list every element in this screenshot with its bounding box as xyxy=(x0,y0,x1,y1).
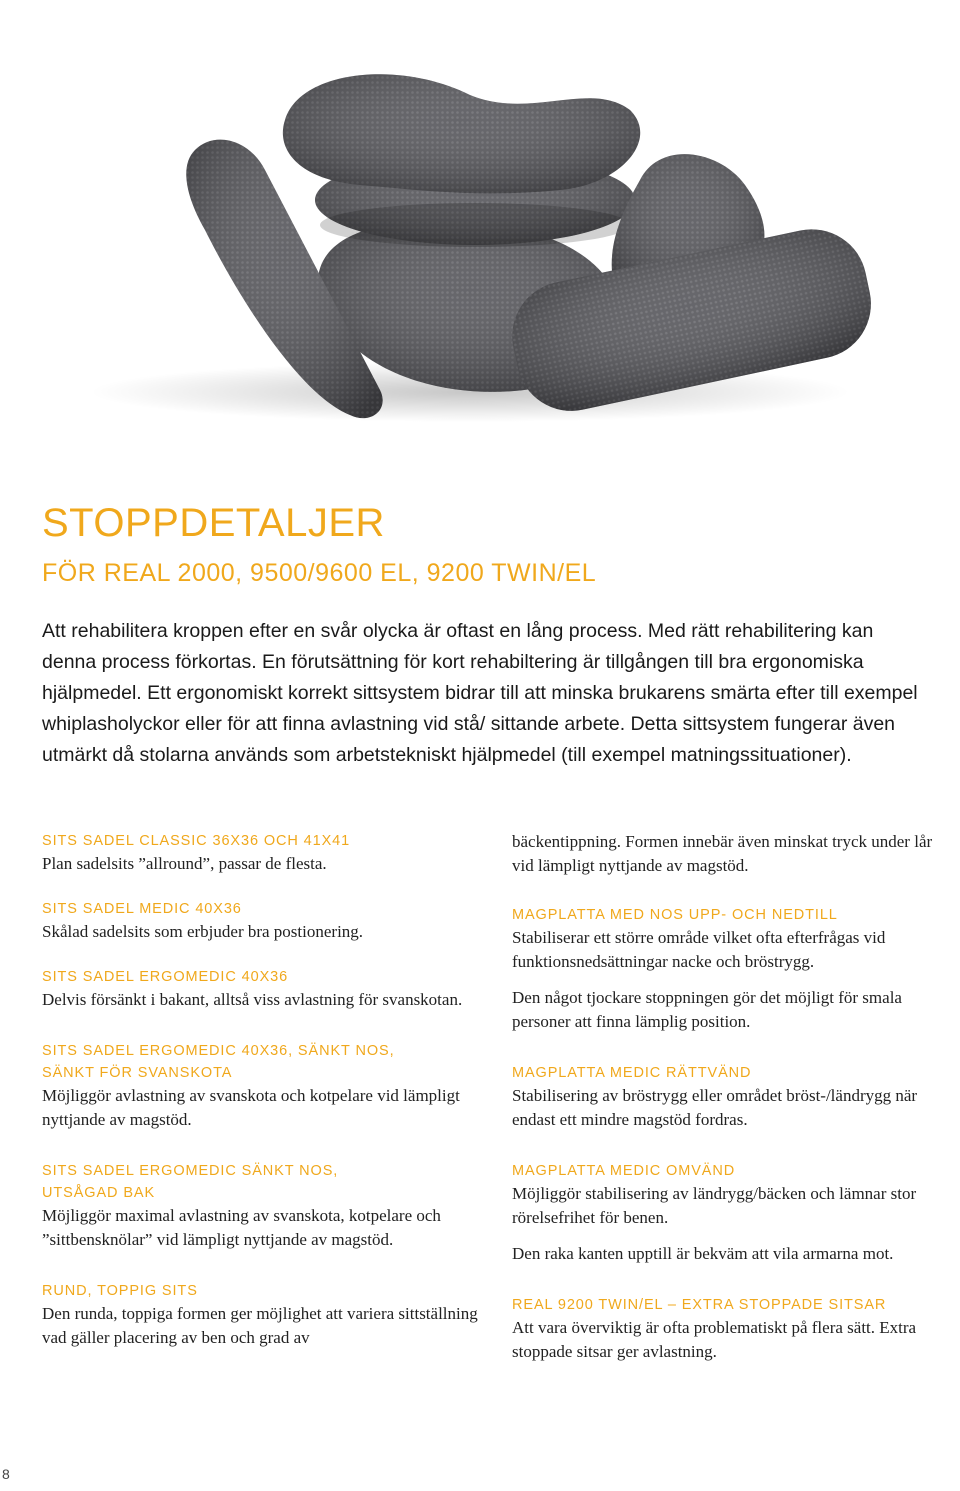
right-column xyxy=(512,830,952,1364)
product-description: Möjliggör avlastning av svanskota och kotpelare vid lämpligt nyttjande av magstöd. xyxy=(42,1086,460,1129)
product-heading: SITS SADEL ERGOMEDIC 40X36, SÄNKT NOS, SÄNKT FÖR SVANSKOTA xyxy=(42,1043,395,1081)
product-item xyxy=(42,966,482,1012)
product-description: Möjliggör stabilisering av ländrygg/bäcken och lämnar stor rörelsefrihet för benen. xyxy=(512,1184,917,1227)
product-heading: SITS SADEL ERGOMEDIC 40X36 xyxy=(42,969,289,985)
page-subtitle: FÖR REAL 2000, 9500/9600 EL, 9200 TWIN/EL xyxy=(42,559,597,587)
continued-description: bäckentippning. Formen innebär även minskat tryck under lår vid lämpligt nyttjande av magstöd. xyxy=(512,832,933,875)
product-description: Stabilisering av bröstrygg eller området bröst-/ländrygg när endast ett mindre magstöd fordras. xyxy=(512,1086,918,1129)
product-heading: SITS SADEL MEDIC 40X36 xyxy=(42,901,242,917)
product-item xyxy=(512,1294,952,1364)
product-item xyxy=(512,1062,952,1132)
product-description: Skålad sadelsits som erbjuder bra postionering. xyxy=(42,922,364,941)
product-heading: MAGPLATTA MED NOS UPP- OCH NEDTILL xyxy=(512,907,838,923)
page-number: 8 xyxy=(2,1466,10,1482)
product-extra-note: Den raka kanten upptill är bekväm att vila armarna mot. xyxy=(512,1244,894,1263)
product-description: Att vara överviktig är ofta problematiskt på flera sätt. Extra stoppade sitsar ger avlastning. xyxy=(512,1318,917,1361)
product-item xyxy=(42,1040,482,1132)
intro-paragraph: Att rehabilitera kroppen efter en svår olycka är oftast en lång process. Med rätt rehabilitering kan denna process förkortas. En förutsättning för kort rehabiltering är tillgången till bra ergonomiska hjälpmedel. Ett ergonomiskt korrekt sittsystem bidrar till att minska brukarens smärta efter till exempel whiplasholyckor eller för att finna avlastning vid stå/ sittande arbete. Detta sittsystem fungerar även utmärkt då stolarna används som arbetstekniskt hjälpmedel (till exempel matningssituationer). xyxy=(42,620,918,766)
product-heading: SITS SADEL ERGOMEDIC SÄNKT NOS, UTSÅGAD BAK xyxy=(42,1163,339,1201)
product-item xyxy=(512,1160,952,1266)
cushion-stack-photo xyxy=(0,0,960,480)
left-column xyxy=(42,830,482,1350)
cushion-top xyxy=(283,74,640,193)
product-description: Delvis försänkt i bakant, alltså viss avlastning för svanskotan. xyxy=(42,990,463,1009)
product-item xyxy=(42,1160,482,1252)
product-heading: RUND, TOPPIG SITS xyxy=(42,1283,198,1299)
product-description: Den runda, toppiga formen ger möjlighet att variera sittställning vad gäller placering av ben och grad av xyxy=(42,1304,478,1347)
product-extra-note: Den något tjockare stoppningen gör det möjligt för smala personer att finna lämplig position. xyxy=(512,988,902,1031)
product-heading: SITS SADEL CLASSIC 36X36 OCH 41X41 xyxy=(42,833,351,849)
page-title: STOPPDETALJER xyxy=(42,501,385,545)
product-heading: MAGPLATTA MEDIC RÄTTVÄND xyxy=(512,1065,752,1081)
product-item xyxy=(512,904,952,1034)
product-item xyxy=(42,830,482,876)
product-item xyxy=(42,898,482,944)
product-description: Plan sadelsits ”allround”, passar de flesta. xyxy=(42,854,327,873)
product-description: Möjliggör maximal avlastning av svanskota, kotpelare och ”sittbensknölar” vid lämpligt nyttjande av magstöd. xyxy=(42,1206,441,1249)
product-item xyxy=(42,1280,482,1350)
product-description: Stabiliserar ett större område vilket ofta efterfrågas vid funktionsnedsättningar nacke och bröstrygg. xyxy=(512,928,886,971)
product-heading: MAGPLATTA MEDIC OMVÄND xyxy=(512,1163,736,1179)
product-heading: REAL 9200 TWIN/EL – EXTRA STOPPADE SITSAR xyxy=(512,1297,887,1313)
